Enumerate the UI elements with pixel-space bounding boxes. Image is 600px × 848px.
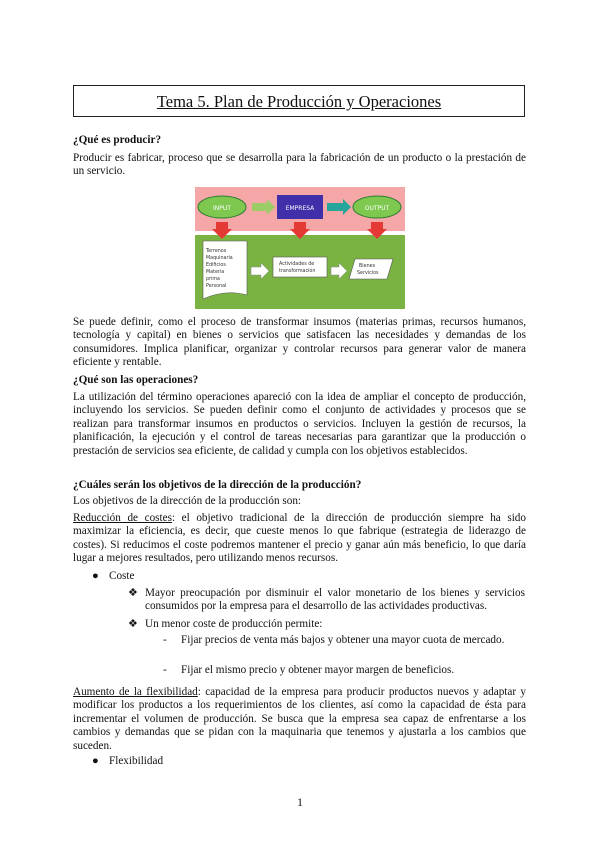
coste-sub-1: Fijar precios de venta más bajos y obtener una mayor cuota de mercado. (181, 634, 505, 646)
bienes-box (349, 259, 393, 279)
svg-text:Actividades de transformac: Actividades de transformación (279, 262, 316, 274)
bullet-flexibilidad: Flexibilidad (109, 755, 164, 767)
paragraph-flexibilidad (73, 686, 526, 753)
bullet-dot-icon: ● (92, 570, 99, 582)
bullet-coste: Coste (109, 570, 135, 582)
paragraph-definicion: Se puede definir, como el proceso de transformar insumos (materias primas, recursos humanos, tecnología y capital) en bienes o servicios que satisfacen las necesidades y demandas de los consumidores. Implica planificar, organizar y controlar recursos para generar valor de manera eficiente y rentable. (73, 316, 526, 369)
heading-que-es-producir: ¿Qué es producir? (73, 134, 162, 146)
flex-label: Aumento de la flexibilidad (73, 686, 198, 698)
paragraph-operaciones: La utilización del término operaciones apareció con la idea de ampliar el concepto de producción, incluyendo los servicios. Se pueden definir como el conjunto de actividades y procesos que se realizan para transformar insumos en productos o servicios. Incluyen la gestión de recursos, la planificación, la ejecución y el control de tareas necesarias para garantizar que la producción o prestación de servicios sea eficiente, de calidad y cumpla con los objetivos establecidos. (73, 391, 526, 457)
page-number: 1 (297, 795, 303, 809)
diamond-bullet-icon: ❖ (128, 587, 139, 599)
dash-bullet-icon: - (163, 634, 167, 646)
production-diagram (195, 187, 405, 309)
coste-sub-2: Fijar el mismo precio y obtener mayor margen de beneficios. (181, 664, 455, 676)
svg-text:Bienes Servicios: Bienes Servicios (357, 264, 379, 276)
reduccion-label: Reducción de costes (73, 512, 172, 524)
output-label: OUTPUT (364, 205, 390, 212)
heading-operaciones: ¿Qué son las operaciones? (73, 374, 199, 386)
svg-text:Terrenos Maquinaria Ed: Terrenos Maquinaria Edificios Materia prima Personal (206, 249, 233, 289)
actividades-box (273, 257, 327, 277)
coste-item-2: Un menor coste de producción permite: (145, 618, 323, 630)
flex-text: : capacidad de la empresa para producir productos nuevos y adaptar y modificar los productos a los requerimientos de los clientes, así como la capacidad de ésta para incrementar el volumen de producción. Se busca que la empresa sea capaz de enfrentarse a los cambios y demandas que se pidan con la maquinaria que tenemos y ajustarla a los cambios que suceden. (73, 686, 526, 752)
input-label: INPUT (213, 205, 231, 212)
paragraph-reduccion (73, 512, 526, 566)
paragraph-objetivos-intro: Los objetivos de la dirección de la producción son: (73, 495, 302, 507)
bullet-dot-icon: ● (92, 755, 99, 767)
empresa-label: EMPRESA (285, 205, 315, 212)
heading-objetivos: ¿Cuáles serán los objetivos de la dirección de la producción? (73, 479, 362, 491)
dash-bullet-icon: - (163, 664, 167, 676)
page-title: Tema 5. Plan de Producción y Operaciones (156, 92, 442, 111)
reduccion-text: : el objetivo tradicional de la dirección de producción siempre ha sido maximizar la eficiencia, es decir, que cueste menos lo que fabrique (estrategia de liderazgo de costes). Si reducimos el coste podremos mantener el precio y ganar aún más beneficio, lo que daría lugar a mejores resultados, pero utilizando menos recursos. (73, 512, 526, 565)
coste-item-1: Mayor preocupación por disminuir el valor monetario de los bienes y servicios consumidos por la empresa para el desarrollo de las actividades productivas. (145, 587, 525, 613)
paragraph-producir: Producir es fabricar, proceso que se desarrolla para la fabricación de un producto o la prestación de un servicio. (73, 152, 526, 178)
diamond-bullet-icon: ❖ (128, 618, 139, 630)
title-box (73, 85, 525, 117)
